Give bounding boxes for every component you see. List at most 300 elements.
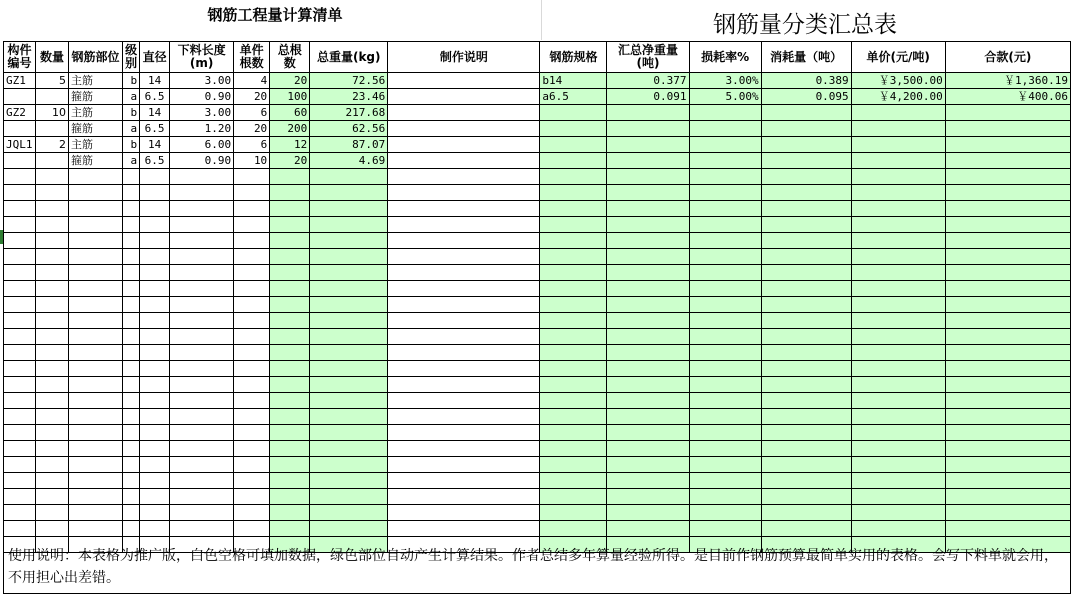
cell-consumption[interactable] xyxy=(761,313,851,329)
cell-grade[interactable] xyxy=(123,425,140,441)
cell-pieces-per-unit[interactable] xyxy=(234,521,270,537)
cell-pieces-per-unit[interactable] xyxy=(234,185,270,201)
cell-rebar-spec[interactable] xyxy=(540,441,607,457)
cell-consumption[interactable] xyxy=(761,137,851,153)
cell-rebar-part[interactable] xyxy=(69,409,123,425)
cell-rebar-part[interactable] xyxy=(69,265,123,281)
cell-diameter[interactable]: 6.5 xyxy=(140,121,170,137)
cell-cut-length[interactable] xyxy=(170,345,234,361)
cell-diameter[interactable]: 6.5 xyxy=(140,153,170,169)
cell-amount[interactable] xyxy=(945,153,1070,169)
cell-net-weight[interactable] xyxy=(607,121,689,137)
cell-net-weight[interactable] xyxy=(607,201,689,217)
cell-total-weight[interactable] xyxy=(310,409,388,425)
cell-net-weight[interactable] xyxy=(607,265,689,281)
cell-total-pieces[interactable] xyxy=(270,521,310,537)
cell-unit-price[interactable] xyxy=(851,201,945,217)
cell-grade[interactable] xyxy=(123,297,140,313)
cell-rebar-spec[interactable]: b14 xyxy=(540,73,607,89)
cell-loss-rate[interactable] xyxy=(689,121,761,137)
cell-pieces-per-unit[interactable] xyxy=(234,457,270,473)
cell-rebar-spec[interactable] xyxy=(540,425,607,441)
cell-loss-rate[interactable] xyxy=(689,425,761,441)
cell-diameter[interactable] xyxy=(140,185,170,201)
cell-grade[interactable] xyxy=(123,441,140,457)
cell-cut-length[interactable] xyxy=(170,329,234,345)
cell-amount[interactable] xyxy=(945,393,1070,409)
cell-grade[interactable] xyxy=(123,409,140,425)
cell-total-pieces[interactable] xyxy=(270,393,310,409)
cell-consumption[interactable] xyxy=(761,185,851,201)
cell-rebar-part[interactable]: 主筋 xyxy=(69,137,123,153)
cell-quantity[interactable] xyxy=(36,329,69,345)
cell-fabrication-note[interactable] xyxy=(388,105,540,121)
cell-grade[interactable]: b xyxy=(123,73,140,89)
cell-total-pieces[interactable] xyxy=(270,217,310,233)
cell-total-weight[interactable] xyxy=(310,265,388,281)
cell-fabrication-note[interactable] xyxy=(388,313,540,329)
cell-rebar-spec[interactable] xyxy=(540,457,607,473)
cell-rebar-spec[interactable] xyxy=(540,521,607,537)
cell-amount[interactable] xyxy=(945,521,1070,537)
cell-consumption[interactable] xyxy=(761,521,851,537)
cell-net-weight[interactable] xyxy=(607,393,689,409)
cell-quantity[interactable] xyxy=(36,265,69,281)
cell-cut-length[interactable] xyxy=(170,425,234,441)
cell-fabrication-note[interactable] xyxy=(388,393,540,409)
cell-member-id[interactable] xyxy=(4,521,36,537)
cell-diameter[interactable] xyxy=(140,281,170,297)
cell-pieces-per-unit[interactable] xyxy=(234,345,270,361)
cell-quantity[interactable] xyxy=(36,425,69,441)
cell-consumption[interactable] xyxy=(761,217,851,233)
cell-net-weight[interactable] xyxy=(607,505,689,521)
cell-amount[interactable]: ￥400.06 xyxy=(945,89,1070,105)
cell-total-weight[interactable]: 217.68 xyxy=(310,105,388,121)
cell-pieces-per-unit[interactable] xyxy=(234,393,270,409)
cell-unit-price[interactable] xyxy=(851,297,945,313)
cell-amount[interactable] xyxy=(945,265,1070,281)
cell-rebar-part[interactable] xyxy=(69,457,123,473)
cell-total-pieces[interactable]: 20 xyxy=(270,73,310,89)
cell-total-weight[interactable] xyxy=(310,521,388,537)
cell-loss-rate[interactable] xyxy=(689,201,761,217)
cell-grade[interactable] xyxy=(123,169,140,185)
cell-cut-length[interactable] xyxy=(170,217,234,233)
cell-fabrication-note[interactable] xyxy=(388,345,540,361)
cell-rebar-part[interactable] xyxy=(69,521,123,537)
cell-unit-price[interactable] xyxy=(851,457,945,473)
cell-diameter[interactable] xyxy=(140,473,170,489)
cell-quantity[interactable] xyxy=(36,361,69,377)
cell-total-weight[interactable]: 23.46 xyxy=(310,89,388,105)
cell-amount[interactable] xyxy=(945,457,1070,473)
cell-total-weight[interactable] xyxy=(310,281,388,297)
cell-grade[interactable] xyxy=(123,329,140,345)
cell-pieces-per-unit[interactable] xyxy=(234,425,270,441)
cell-quantity[interactable] xyxy=(36,473,69,489)
cell-total-pieces[interactable] xyxy=(270,441,310,457)
cell-diameter[interactable] xyxy=(140,201,170,217)
cell-grade[interactable] xyxy=(123,473,140,489)
cell-consumption[interactable] xyxy=(761,409,851,425)
cell-pieces-per-unit[interactable] xyxy=(234,249,270,265)
cell-amount[interactable] xyxy=(945,233,1070,249)
cell-fabrication-note[interactable] xyxy=(388,169,540,185)
cell-member-id[interactable] xyxy=(4,89,36,105)
cell-rebar-part[interactable] xyxy=(69,217,123,233)
cell-diameter[interactable] xyxy=(140,409,170,425)
cell-quantity[interactable] xyxy=(36,377,69,393)
cell-diameter[interactable] xyxy=(140,265,170,281)
cell-grade[interactable]: b xyxy=(123,137,140,153)
cell-amount[interactable] xyxy=(945,489,1070,505)
cell-unit-price[interactable] xyxy=(851,105,945,121)
cell-diameter[interactable] xyxy=(140,489,170,505)
cell-member-id[interactable] xyxy=(4,201,36,217)
cell-diameter[interactable]: 14 xyxy=(140,105,170,121)
cell-fabrication-note[interactable] xyxy=(388,329,540,345)
cell-unit-price[interactable] xyxy=(851,473,945,489)
cell-pieces-per-unit[interactable] xyxy=(234,409,270,425)
cell-fabrication-note[interactable] xyxy=(388,505,540,521)
cell-consumption[interactable] xyxy=(761,249,851,265)
cell-cut-length[interactable] xyxy=(170,457,234,473)
cell-loss-rate[interactable] xyxy=(689,137,761,153)
cell-amount[interactable] xyxy=(945,297,1070,313)
cell-total-pieces[interactable] xyxy=(270,409,310,425)
cell-total-weight[interactable] xyxy=(310,185,388,201)
cell-consumption[interactable] xyxy=(761,393,851,409)
cell-cut-length[interactable] xyxy=(170,393,234,409)
cell-consumption[interactable] xyxy=(761,441,851,457)
cell-loss-rate[interactable] xyxy=(689,233,761,249)
cell-rebar-part[interactable]: 主筋 xyxy=(69,73,123,89)
cell-total-pieces[interactable] xyxy=(270,377,310,393)
cell-grade[interactable]: b xyxy=(123,105,140,121)
cell-grade[interactable]: a xyxy=(123,89,140,105)
cell-unit-price[interactable] xyxy=(851,313,945,329)
cell-member-id[interactable] xyxy=(4,297,36,313)
cell-pieces-per-unit[interactable] xyxy=(234,217,270,233)
cell-unit-price[interactable]: ￥3,500.00 xyxy=(851,73,945,89)
cell-unit-price[interactable] xyxy=(851,185,945,201)
cell-amount[interactable] xyxy=(945,201,1070,217)
cell-unit-price[interactable] xyxy=(851,377,945,393)
cell-net-weight[interactable] xyxy=(607,473,689,489)
cell-rebar-spec[interactable] xyxy=(540,313,607,329)
cell-rebar-spec[interactable] xyxy=(540,185,607,201)
cell-diameter[interactable] xyxy=(140,521,170,537)
cell-consumption[interactable] xyxy=(761,233,851,249)
cell-loss-rate[interactable] xyxy=(689,297,761,313)
cell-fabrication-note[interactable] xyxy=(388,409,540,425)
cell-rebar-part[interactable] xyxy=(69,281,123,297)
cell-total-pieces[interactable] xyxy=(270,297,310,313)
cell-total-weight[interactable]: 72.56 xyxy=(310,73,388,89)
cell-pieces-per-unit[interactable] xyxy=(234,281,270,297)
cell-net-weight[interactable] xyxy=(607,409,689,425)
cell-cut-length[interactable] xyxy=(170,201,234,217)
cell-rebar-part[interactable]: 箍筋 xyxy=(69,121,123,137)
cell-total-pieces[interactable] xyxy=(270,473,310,489)
cell-total-weight[interactable] xyxy=(310,441,388,457)
cell-fabrication-note[interactable] xyxy=(388,233,540,249)
cell-diameter[interactable] xyxy=(140,249,170,265)
cell-cut-length[interactable] xyxy=(170,297,234,313)
cell-cut-length[interactable] xyxy=(170,441,234,457)
cell-amount[interactable] xyxy=(945,313,1070,329)
cell-total-weight[interactable] xyxy=(310,457,388,473)
cell-member-id[interactable]: JQL1 xyxy=(4,137,36,153)
cell-member-id[interactable] xyxy=(4,377,36,393)
cell-pieces-per-unit[interactable]: 6 xyxy=(234,137,270,153)
cell-net-weight[interactable]: 0.091 xyxy=(607,89,689,105)
cell-loss-rate[interactable] xyxy=(689,489,761,505)
cell-cut-length[interactable] xyxy=(170,521,234,537)
cell-rebar-part[interactable] xyxy=(69,169,123,185)
cell-rebar-spec[interactable] xyxy=(540,345,607,361)
cell-consumption[interactable] xyxy=(761,377,851,393)
cell-diameter[interactable] xyxy=(140,457,170,473)
cell-quantity[interactable] xyxy=(36,345,69,361)
cell-rebar-spec[interactable] xyxy=(540,137,607,153)
cell-amount[interactable] xyxy=(945,249,1070,265)
cell-rebar-part[interactable] xyxy=(69,489,123,505)
cell-unit-price[interactable] xyxy=(851,121,945,137)
cell-loss-rate[interactable] xyxy=(689,457,761,473)
cell-amount[interactable] xyxy=(945,425,1070,441)
cell-rebar-spec[interactable] xyxy=(540,393,607,409)
cell-member-id[interactable] xyxy=(4,505,36,521)
cell-cut-length[interactable]: 6.00 xyxy=(170,137,234,153)
cell-loss-rate[interactable] xyxy=(689,409,761,425)
cell-consumption[interactable] xyxy=(761,201,851,217)
cell-quantity[interactable] xyxy=(36,441,69,457)
cell-fabrication-note[interactable] xyxy=(388,521,540,537)
cell-consumption[interactable] xyxy=(761,361,851,377)
cell-loss-rate[interactable] xyxy=(689,393,761,409)
cell-net-weight[interactable] xyxy=(607,297,689,313)
cell-rebar-part[interactable] xyxy=(69,249,123,265)
cell-grade[interactable] xyxy=(123,201,140,217)
cell-fabrication-note[interactable] xyxy=(388,137,540,153)
cell-rebar-part[interactable] xyxy=(69,377,123,393)
cell-grade[interactable] xyxy=(123,505,140,521)
cell-unit-price[interactable] xyxy=(851,281,945,297)
cell-unit-price[interactable] xyxy=(851,329,945,345)
cell-rebar-part[interactable] xyxy=(69,345,123,361)
cell-loss-rate[interactable] xyxy=(689,521,761,537)
cell-total-weight[interactable] xyxy=(310,313,388,329)
cell-quantity[interactable]: 10 xyxy=(36,105,69,121)
cell-rebar-part[interactable] xyxy=(69,505,123,521)
cell-total-pieces[interactable] xyxy=(270,489,310,505)
cell-rebar-part[interactable]: 箍筋 xyxy=(69,153,123,169)
cell-cut-length[interactable] xyxy=(170,409,234,425)
cell-grade[interactable] xyxy=(123,457,140,473)
cell-amount[interactable] xyxy=(945,441,1070,457)
cell-grade[interactable] xyxy=(123,265,140,281)
cell-rebar-part[interactable] xyxy=(69,361,123,377)
cell-pieces-per-unit[interactable] xyxy=(234,313,270,329)
cell-member-id[interactable] xyxy=(4,153,36,169)
cell-consumption[interactable] xyxy=(761,457,851,473)
cell-fabrication-note[interactable] xyxy=(388,73,540,89)
cell-unit-price[interactable] xyxy=(851,217,945,233)
cell-cut-length[interactable] xyxy=(170,473,234,489)
cell-amount[interactable] xyxy=(945,185,1070,201)
cell-cut-length[interactable] xyxy=(170,249,234,265)
cell-total-pieces[interactable] xyxy=(270,233,310,249)
cell-fabrication-note[interactable] xyxy=(388,153,540,169)
cell-consumption[interactable] xyxy=(761,105,851,121)
cell-total-pieces[interactable] xyxy=(270,169,310,185)
cell-net-weight[interactable] xyxy=(607,281,689,297)
cell-quantity[interactable] xyxy=(36,505,69,521)
cell-total-pieces[interactable] xyxy=(270,201,310,217)
cell-fabrication-note[interactable] xyxy=(388,249,540,265)
cell-consumption[interactable]: 0.095 xyxy=(761,89,851,105)
cell-total-pieces[interactable]: 60 xyxy=(270,105,310,121)
cell-consumption[interactable] xyxy=(761,425,851,441)
cell-net-weight[interactable] xyxy=(607,489,689,505)
cell-pieces-per-unit[interactable] xyxy=(234,441,270,457)
cell-rebar-spec[interactable] xyxy=(540,201,607,217)
cell-total-weight[interactable] xyxy=(310,393,388,409)
cell-member-id[interactable] xyxy=(4,121,36,137)
cell-total-weight[interactable] xyxy=(310,217,388,233)
cell-rebar-part[interactable]: 主筋 xyxy=(69,105,123,121)
cell-diameter[interactable] xyxy=(140,313,170,329)
cell-amount[interactable] xyxy=(945,505,1070,521)
cell-rebar-part[interactable] xyxy=(69,201,123,217)
cell-grade[interactable] xyxy=(123,185,140,201)
cell-grade[interactable] xyxy=(123,249,140,265)
cell-net-weight[interactable] xyxy=(607,153,689,169)
cell-grade[interactable] xyxy=(123,393,140,409)
cell-quantity[interactable] xyxy=(36,233,69,249)
cell-pieces-per-unit[interactable]: 20 xyxy=(234,121,270,137)
cell-grade[interactable]: a xyxy=(123,153,140,169)
cell-unit-price[interactable] xyxy=(851,169,945,185)
cell-total-pieces[interactable]: 100 xyxy=(270,89,310,105)
cell-net-weight[interactable] xyxy=(607,457,689,473)
cell-fabrication-note[interactable] xyxy=(388,361,540,377)
cell-consumption[interactable] xyxy=(761,169,851,185)
cell-diameter[interactable] xyxy=(140,217,170,233)
cell-pieces-per-unit[interactable] xyxy=(234,329,270,345)
cell-loss-rate[interactable] xyxy=(689,169,761,185)
cell-rebar-spec[interactable] xyxy=(540,169,607,185)
cell-amount[interactable] xyxy=(945,409,1070,425)
cell-fabrication-note[interactable] xyxy=(388,265,540,281)
cell-consumption[interactable] xyxy=(761,329,851,345)
cell-cut-length[interactable] xyxy=(170,377,234,393)
cell-unit-price[interactable] xyxy=(851,505,945,521)
cell-total-pieces[interactable] xyxy=(270,281,310,297)
cell-cut-length[interactable] xyxy=(170,361,234,377)
cell-total-weight[interactable] xyxy=(310,201,388,217)
cell-fabrication-note[interactable] xyxy=(388,297,540,313)
cell-member-id[interactable] xyxy=(4,409,36,425)
cell-diameter[interactable] xyxy=(140,425,170,441)
cell-amount[interactable] xyxy=(945,137,1070,153)
cell-unit-price[interactable] xyxy=(851,393,945,409)
cell-total-pieces[interactable] xyxy=(270,249,310,265)
cell-member-id[interactable] xyxy=(4,233,36,249)
cell-cut-length[interactable] xyxy=(170,169,234,185)
cell-consumption[interactable] xyxy=(761,153,851,169)
cell-net-weight[interactable] xyxy=(607,217,689,233)
cell-loss-rate[interactable] xyxy=(689,217,761,233)
cell-consumption[interactable] xyxy=(761,281,851,297)
cell-pieces-per-unit[interactable] xyxy=(234,265,270,281)
cell-total-pieces[interactable] xyxy=(270,313,310,329)
cell-pieces-per-unit[interactable] xyxy=(234,169,270,185)
cell-pieces-per-unit[interactable]: 4 xyxy=(234,73,270,89)
cell-member-id[interactable]: GZ1 xyxy=(4,73,36,89)
cell-total-weight[interactable] xyxy=(310,489,388,505)
cell-total-pieces[interactable] xyxy=(270,361,310,377)
cell-amount[interactable] xyxy=(945,217,1070,233)
cell-unit-price[interactable] xyxy=(851,249,945,265)
cell-member-id[interactable] xyxy=(4,265,36,281)
cell-total-pieces[interactable] xyxy=(270,265,310,281)
cell-quantity[interactable] xyxy=(36,297,69,313)
cell-amount[interactable] xyxy=(945,329,1070,345)
cell-fabrication-note[interactable] xyxy=(388,89,540,105)
cell-diameter[interactable] xyxy=(140,297,170,313)
cell-grade[interactable] xyxy=(123,233,140,249)
cell-pieces-per-unit[interactable]: 20 xyxy=(234,89,270,105)
cell-rebar-part[interactable] xyxy=(69,185,123,201)
cell-unit-price[interactable] xyxy=(851,265,945,281)
cell-diameter[interactable] xyxy=(140,329,170,345)
cell-net-weight[interactable] xyxy=(607,185,689,201)
cell-consumption[interactable] xyxy=(761,505,851,521)
cell-amount[interactable] xyxy=(945,105,1070,121)
cell-unit-price[interactable] xyxy=(851,489,945,505)
cell-total-weight[interactable] xyxy=(310,169,388,185)
cell-grade[interactable] xyxy=(123,521,140,537)
cell-net-weight[interactable] xyxy=(607,441,689,457)
cell-diameter[interactable] xyxy=(140,505,170,521)
cell-rebar-part[interactable] xyxy=(69,297,123,313)
cell-rebar-part[interactable]: 箍筋 xyxy=(69,89,123,105)
cell-rebar-part[interactable] xyxy=(69,441,123,457)
cell-fabrication-note[interactable] xyxy=(388,201,540,217)
cell-amount[interactable] xyxy=(945,121,1070,137)
cell-pieces-per-unit[interactable] xyxy=(234,361,270,377)
cell-consumption[interactable] xyxy=(761,489,851,505)
cell-rebar-part[interactable] xyxy=(69,233,123,249)
cell-loss-rate[interactable] xyxy=(689,281,761,297)
cell-quantity[interactable] xyxy=(36,409,69,425)
cell-amount[interactable]: ￥1,360.19 xyxy=(945,73,1070,89)
cell-rebar-spec[interactable] xyxy=(540,329,607,345)
cell-rebar-spec[interactable] xyxy=(540,377,607,393)
cell-loss-rate[interactable] xyxy=(689,329,761,345)
cell-amount[interactable] xyxy=(945,473,1070,489)
cell-rebar-spec[interactable] xyxy=(540,409,607,425)
cell-rebar-part[interactable] xyxy=(69,393,123,409)
cell-total-pieces[interactable]: 200 xyxy=(270,121,310,137)
cell-cut-length[interactable] xyxy=(170,313,234,329)
cell-unit-price[interactable] xyxy=(851,361,945,377)
cell-member-id[interactable] xyxy=(4,393,36,409)
cell-net-weight[interactable] xyxy=(607,137,689,153)
